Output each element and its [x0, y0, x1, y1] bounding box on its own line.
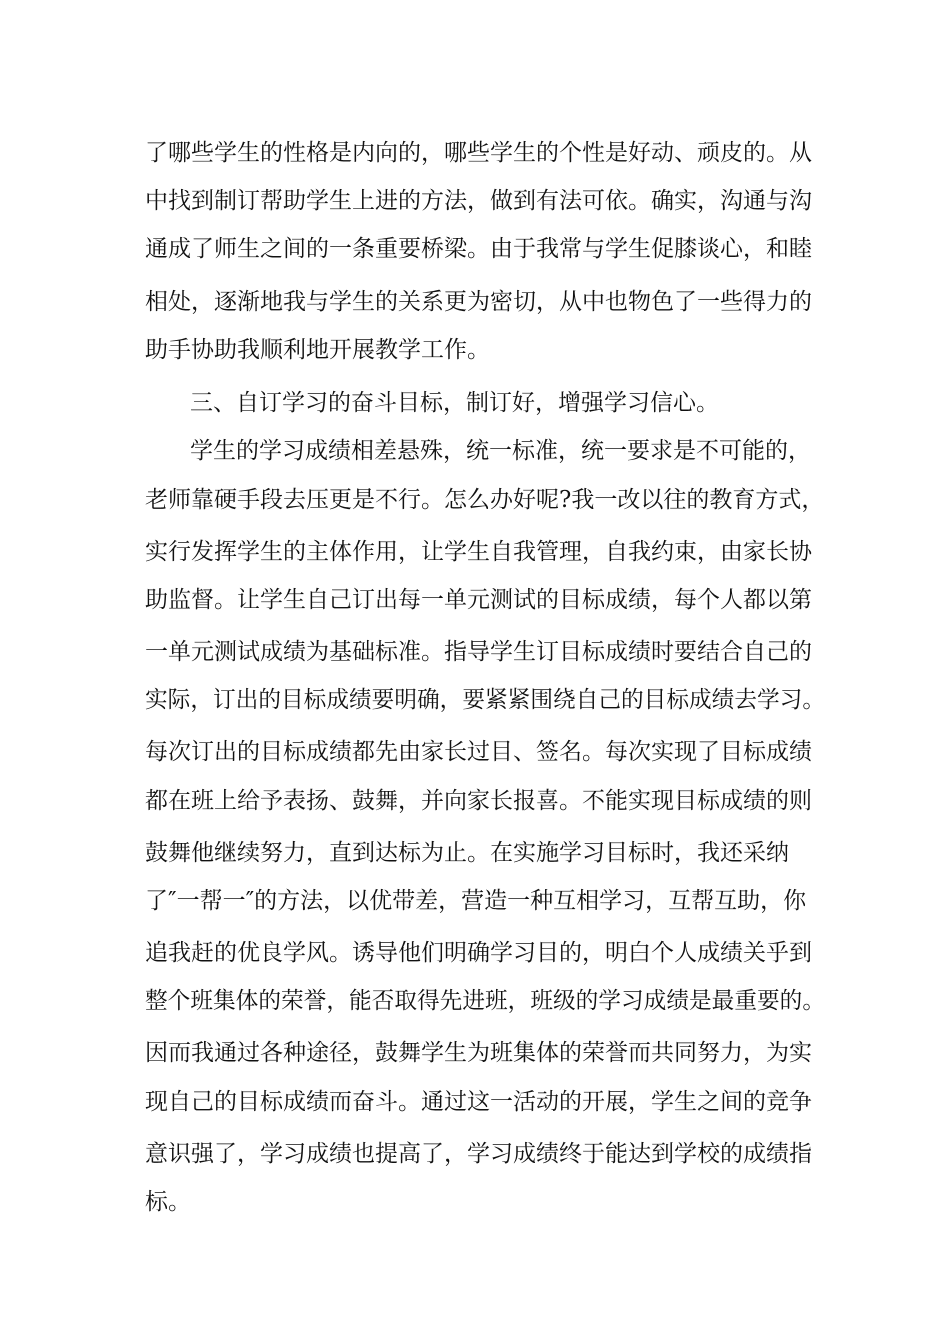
- text-line: 现自己的目标成绩而奋斗。通过这一活动的开展，学生之间的竞争: [145, 1089, 812, 1115]
- text-line: 追我赶的优良学风。诱导他们明确学习目的，明白个人成绩关乎到: [145, 940, 812, 966]
- text-line: 鼓舞他继续努力，直到达标为止。在实施学习目标时，我还采纳: [145, 840, 789, 866]
- text-line: 都在班上给予表扬、鼓舞，并向家长报喜。不能实现目标成绩的则: [145, 788, 812, 814]
- text-line: 助手协助我顺利地开展教学工作。: [145, 337, 490, 363]
- text-line: 通成了师生之间的一条重要桥梁。由于我常与学生促膝谈心，和睦: [145, 236, 812, 262]
- text-line: 助监督。让学生自己订出每一单元测试的目标成绩，每个人都以第: [145, 587, 812, 613]
- text-line: 中找到制订帮助学生上进的方法，做到有法可依。确实，沟通与沟: [145, 188, 812, 214]
- text-line: 整个班集体的荣誉，能否取得先进班，班级的学习成绩是最重要的。: [145, 988, 825, 1014]
- text-line: 一单元测试成绩为基础标准。指导学生订目标成绩时要结合自己的: [145, 639, 812, 665]
- text-line: 相处，逐渐地我与学生的关系更为密切，从中也物色了一些得力的: [145, 289, 812, 315]
- text-line: 学生的学习成绩相差悬殊，统一标准，统一要求是不可能的，: [190, 438, 811, 464]
- text-line: 了″一帮一″的方法，以优带差，营造一种互相学习，互帮互助，你: [145, 888, 807, 914]
- section-heading: 三、自订学习的奋斗目标，制订好，增强学习信心。: [190, 390, 719, 416]
- text-line: 意识强了，学习成绩也提高了，学习成绩终于能达到学校的成绩指: [145, 1141, 812, 1167]
- text-line: 标。: [145, 1189, 191, 1215]
- text-line: 因而我通过各种途径，鼓舞学生为班集体的荣誉而共同努力，为实: [145, 1040, 812, 1066]
- text-line: 实行发挥学生的主体作用，让学生自我管理，自我约束，由家长协: [145, 539, 812, 565]
- text-line: 每次订出的目标成绩都先由家长过目、签名。每次实现了目标成绩: [145, 739, 812, 765]
- text-line: 了哪些学生的性格是内向的，哪些学生的个性是好动、顽皮的。从: [145, 140, 812, 166]
- text-line: 老师靠硬手段去压更是不行。怎么办好呢?我一改以往的教育方式，: [145, 487, 825, 513]
- text-line: 实际，订出的目标成绩要明确，要紧紧围绕自己的目标成绩去学习。: [145, 687, 825, 713]
